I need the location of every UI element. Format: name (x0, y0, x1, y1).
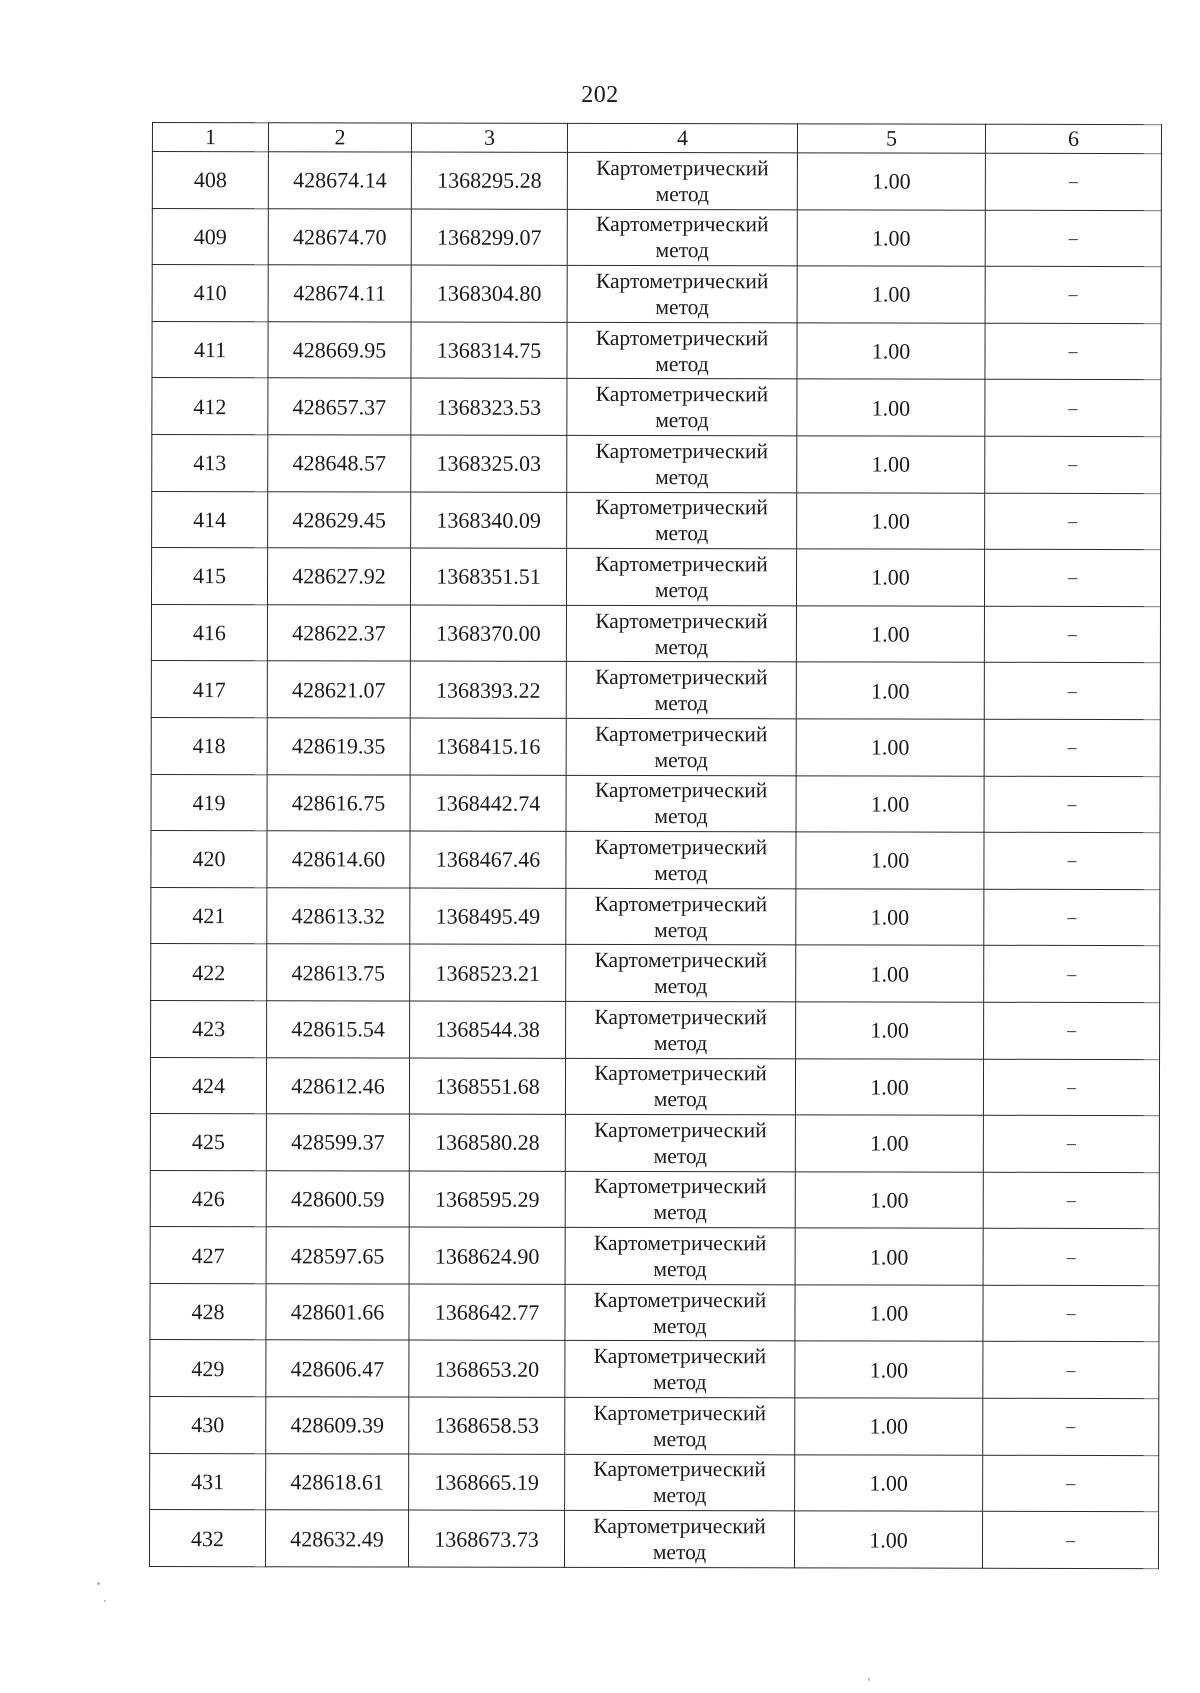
method-cell: Картометрический метод (566, 549, 796, 606)
note-cell: – (985, 380, 1161, 437)
accuracy-cell: 1.00 (796, 662, 984, 719)
point-number-cell: 408 (152, 152, 268, 209)
accuracy-cell: 1.00 (795, 1228, 983, 1285)
accuracy-cell: 1.00 (797, 266, 985, 323)
column-header: 5 (797, 124, 985, 153)
y-coordinate-cell: 1368323.53 (411, 378, 567, 435)
table-row (152, 434, 1161, 493)
table-row (152, 152, 1161, 211)
method-cell: Картометрический метод (565, 1284, 795, 1341)
y-coordinate-cell: 1368523.21 (410, 944, 566, 1001)
header-row (152, 123, 1161, 154)
point-number-cell: 419 (151, 774, 267, 831)
column-header: 1 (152, 123, 268, 152)
accuracy-cell: 1.00 (795, 1398, 983, 1455)
y-coordinate-cell: 1368551.68 (409, 1058, 565, 1115)
y-coordinate-cell: 1368642.77 (409, 1284, 565, 1341)
point-number-cell: 416 (151, 604, 267, 661)
x-coordinate-cell: 428613.32 (267, 887, 410, 944)
note-cell: – (983, 1115, 1159, 1172)
method-cell: Картометрический метод (566, 831, 796, 888)
accuracy-cell: 1.00 (796, 719, 984, 776)
table-row (151, 661, 1160, 720)
table-row (152, 321, 1161, 380)
y-coordinate-cell: 1368370.00 (410, 605, 566, 662)
x-coordinate-cell: 428621.07 (267, 661, 410, 718)
table-row (151, 887, 1160, 946)
point-number-cell: 421 (151, 887, 267, 944)
method-cell: Картометрический метод (567, 266, 797, 323)
method-cell: Картометрический метод (566, 775, 796, 832)
accuracy-cell: 1.00 (796, 606, 984, 663)
method-cell: Картометрический метод (565, 1454, 795, 1511)
y-coordinate-cell: 1368495.49 (410, 888, 566, 945)
note-cell: – (984, 832, 1160, 889)
point-number-cell: 427 (150, 1227, 266, 1284)
x-coordinate-cell: 428627.92 (267, 548, 410, 605)
method-cell: Картометрический метод (565, 1397, 795, 1454)
point-number-cell: 418 (151, 717, 267, 774)
y-coordinate-cell: 1368304.80 (411, 265, 567, 322)
note-cell: – (984, 663, 1160, 720)
x-coordinate-cell: 428629.45 (268, 491, 411, 548)
y-coordinate-cell: 1368340.09 (411, 492, 567, 549)
point-number-cell: 420 (151, 831, 267, 888)
table-row (151, 548, 1160, 607)
y-coordinate-cell: 1368325.03 (411, 435, 567, 492)
note-cell: – (983, 1342, 1159, 1399)
y-coordinate-cell: 1368544.38 (410, 1001, 566, 1058)
note-cell: – (985, 323, 1161, 380)
point-number-cell: 430 (150, 1397, 266, 1454)
accuracy-cell: 1.00 (796, 889, 984, 946)
x-coordinate-cell: 428599.37 (266, 1114, 409, 1171)
accuracy-cell: 1.00 (797, 436, 985, 493)
x-coordinate-cell: 428601.66 (266, 1284, 409, 1341)
table-header (152, 123, 1161, 154)
note-cell: – (984, 776, 1160, 833)
accuracy-cell: 1.00 (797, 209, 985, 266)
method-cell: Картометрический метод (567, 209, 797, 266)
y-coordinate-cell: 1368595.29 (409, 1171, 565, 1228)
point-number-cell: 411 (152, 321, 268, 378)
scan-speck (97, 1582, 100, 1585)
accuracy-cell: 1.00 (796, 1002, 984, 1059)
point-number-cell: 413 (152, 434, 268, 491)
x-coordinate-cell: 428632.49 (265, 1510, 408, 1567)
y-coordinate-cell: 1368442.74 (410, 775, 566, 832)
accuracy-cell: 1.00 (795, 1341, 983, 1398)
y-coordinate-cell: 1368580.28 (409, 1114, 565, 1171)
coordinates-table (149, 122, 1162, 1569)
table-row (150, 1283, 1159, 1342)
method-cell: Картометрический метод (566, 1001, 796, 1058)
note-cell: – (985, 266, 1161, 323)
y-coordinate-cell: 1368295.28 (411, 152, 567, 209)
y-coordinate-cell: 1368351.51 (410, 548, 566, 605)
x-coordinate-cell: 428615.54 (267, 1001, 410, 1058)
method-cell: Картометрический метод (566, 945, 796, 1002)
point-number-cell: 431 (150, 1453, 266, 1510)
table-row (150, 1397, 1159, 1456)
column-header: 2 (268, 123, 411, 152)
note-cell: – (985, 153, 1161, 210)
point-number-cell: 415 (151, 548, 267, 605)
accuracy-cell: 1.00 (796, 775, 984, 832)
note-cell: – (984, 946, 1160, 1003)
x-coordinate-cell: 428609.39 (266, 1397, 409, 1454)
table-row (151, 717, 1160, 776)
y-coordinate-cell: 1368673.73 (408, 1510, 564, 1567)
accuracy-cell: 1.00 (796, 832, 984, 889)
method-cell: Картометрический метод (566, 888, 796, 945)
x-coordinate-cell: 428618.61 (266, 1453, 409, 1510)
method-cell: Картометрический метод (565, 1228, 795, 1285)
table-row (150, 1340, 1159, 1399)
column-header: 4 (567, 123, 797, 152)
note-cell: – (984, 1002, 1160, 1059)
table-row (150, 1453, 1159, 1512)
x-coordinate-cell: 428606.47 (266, 1340, 409, 1397)
method-cell: Картометрический метод (566, 718, 796, 775)
point-number-cell: 414 (152, 491, 268, 548)
y-coordinate-cell: 1368658.53 (409, 1397, 565, 1454)
note-cell: – (983, 1398, 1159, 1455)
x-coordinate-cell: 428613.75 (267, 944, 410, 1001)
point-number-cell: 424 (150, 1057, 266, 1114)
table-row (152, 378, 1161, 437)
method-cell: Картометрический метод (565, 1171, 795, 1228)
point-number-cell: 432 (149, 1510, 265, 1567)
note-cell: – (984, 889, 1160, 946)
table-row (152, 208, 1161, 267)
note-cell: – (985, 436, 1161, 493)
point-number-cell: 428 (150, 1283, 266, 1340)
x-coordinate-cell: 428674.70 (268, 208, 411, 265)
table-row (151, 944, 1160, 1003)
x-coordinate-cell: 428612.46 (266, 1057, 409, 1114)
point-number-cell: 417 (151, 661, 267, 718)
method-cell: Картометрический метод (566, 605, 796, 662)
point-number-cell: 409 (152, 208, 268, 265)
point-number-cell: 410 (152, 265, 268, 322)
y-coordinate-cell: 1368467.46 (410, 831, 566, 888)
note-cell: – (984, 549, 1160, 606)
note-cell: – (983, 1285, 1159, 1342)
table-row (152, 265, 1161, 324)
x-coordinate-cell: 428622.37 (267, 604, 410, 661)
table-row (151, 1000, 1160, 1059)
note-cell: – (982, 1511, 1158, 1568)
accuracy-cell: 1.00 (796, 549, 984, 606)
point-number-cell: 426 (150, 1170, 266, 1227)
note-cell: – (983, 1455, 1159, 1512)
accuracy-cell: 1.00 (795, 1115, 983, 1172)
table-row (150, 1057, 1159, 1116)
accuracy-cell: 1.00 (797, 492, 985, 549)
note-cell: – (984, 606, 1160, 663)
accuracy-cell: 1.00 (795, 1285, 983, 1342)
point-number-cell: 412 (152, 378, 268, 435)
x-coordinate-cell: 428619.35 (267, 718, 410, 775)
y-coordinate-cell: 1368415.16 (410, 718, 566, 775)
method-cell: Картометрический метод (567, 492, 797, 549)
method-cell: Картометрический метод (567, 322, 797, 379)
x-coordinate-cell: 428674.11 (268, 265, 411, 322)
note-cell: – (985, 210, 1161, 267)
y-coordinate-cell: 1368314.75 (411, 322, 567, 379)
accuracy-cell: 1.00 (795, 1058, 983, 1115)
x-coordinate-cell: 428648.57 (268, 435, 411, 492)
note-cell: – (985, 493, 1161, 550)
x-coordinate-cell: 428657.37 (268, 378, 411, 435)
method-cell: Картометрический метод (565, 1058, 795, 1115)
page-number: 202 (581, 82, 619, 108)
table-row (151, 831, 1160, 890)
note-cell: – (983, 1172, 1159, 1229)
point-number-cell: 423 (151, 1000, 267, 1057)
table-body (149, 152, 1161, 1569)
method-cell: Картометрический метод (565, 1114, 795, 1171)
method-cell: Картометрический метод (565, 1341, 795, 1398)
point-number-cell: 429 (150, 1340, 266, 1397)
table-row (151, 774, 1160, 833)
table-row (150, 1114, 1159, 1173)
point-number-cell: 422 (151, 944, 267, 1001)
method-cell: Картометрический метод (567, 379, 797, 436)
accuracy-cell: 1.00 (794, 1511, 982, 1568)
column-header: 3 (411, 123, 567, 152)
x-coordinate-cell: 428600.59 (266, 1170, 409, 1227)
y-coordinate-cell: 1368624.90 (409, 1227, 565, 1284)
x-coordinate-cell: 428614.60 (267, 831, 410, 888)
accuracy-cell: 1.00 (797, 153, 985, 210)
note-cell: – (983, 1059, 1159, 1116)
table-row (152, 491, 1161, 550)
table-row (149, 1510, 1158, 1569)
y-coordinate-cell: 1368299.07 (411, 209, 567, 266)
method-cell: Картометрический метод (567, 152, 797, 209)
x-coordinate-cell: 428616.75 (267, 774, 410, 831)
y-coordinate-cell: 1368665.19 (409, 1454, 565, 1511)
accuracy-cell: 1.00 (796, 945, 984, 1002)
accuracy-cell: 1.00 (797, 379, 985, 436)
table-row (150, 1227, 1159, 1286)
table-row (150, 1170, 1159, 1229)
scan-speck (868, 1678, 870, 1681)
x-coordinate-cell: 428669.95 (268, 322, 411, 379)
accuracy-cell: 1.00 (797, 323, 985, 380)
x-coordinate-cell: 428674.14 (268, 152, 411, 209)
scan-speck (104, 1600, 106, 1602)
y-coordinate-cell: 1368653.20 (409, 1341, 565, 1398)
table-row (151, 604, 1160, 663)
note-cell: – (984, 719, 1160, 776)
accuracy-cell: 1.00 (795, 1455, 983, 1512)
method-cell: Картометрический метод (566, 662, 796, 719)
x-coordinate-cell: 428597.65 (266, 1227, 409, 1284)
y-coordinate-cell: 1368393.22 (410, 661, 566, 718)
accuracy-cell: 1.00 (795, 1172, 983, 1229)
method-cell: Картометрический метод (567, 435, 797, 492)
point-number-cell: 425 (150, 1114, 266, 1171)
method-cell: Картометрический метод (564, 1511, 794, 1568)
note-cell: – (983, 1229, 1159, 1286)
column-header: 6 (985, 124, 1161, 153)
